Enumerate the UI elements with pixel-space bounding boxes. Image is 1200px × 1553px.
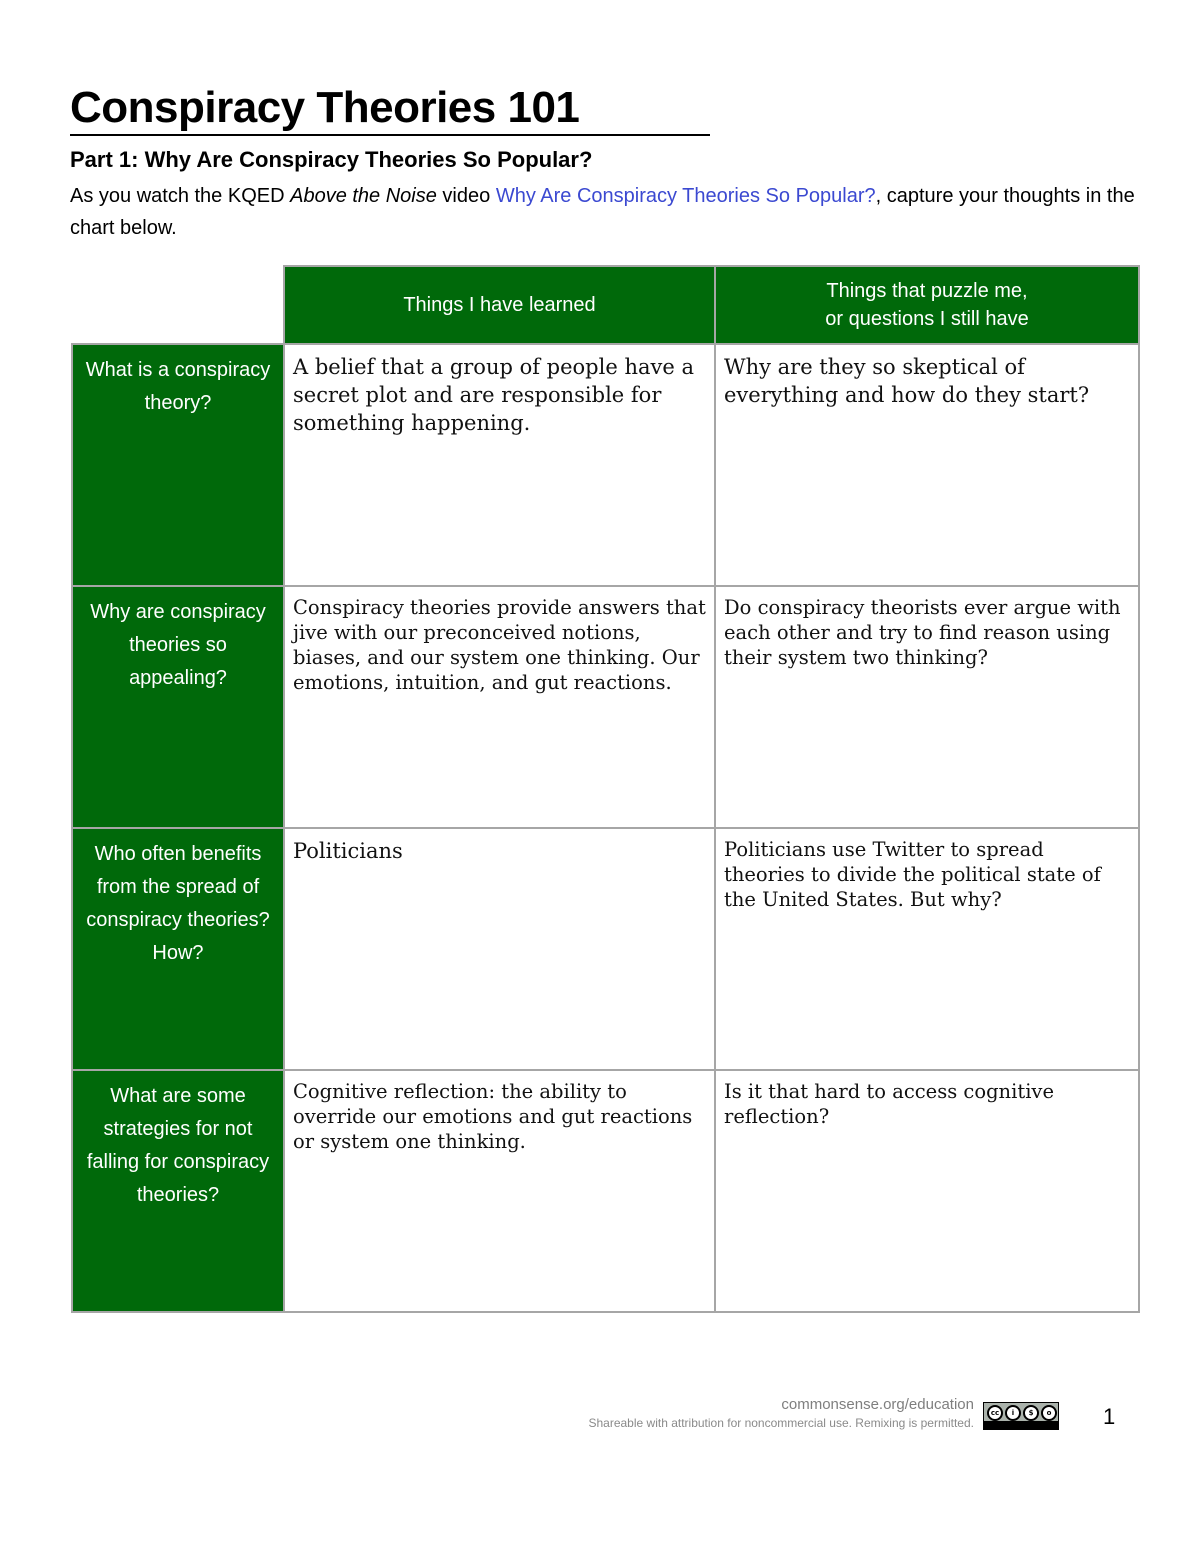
page-number: 1 [1103, 1404, 1116, 1429]
cc-badge-bar [984, 1421, 1058, 1429]
video-link[interactable]: Why Are Conspiracy Theories So Popular? [495, 185, 876, 207]
answer-puzzles-cell[interactable]: Politicians use Twitter to spread theories to divide the political state of the United States. But why? [715, 828, 1139, 1070]
intro-paragraph [70, 180, 1140, 244]
chart-row [72, 828, 1139, 1070]
answer-learned-cell[interactable]: A belief that a group of people have a secret plot and are responsible for something happening. [284, 344, 715, 586]
row-question-what-is: What is a conspiracy theory? [72, 344, 284, 586]
column-header-puzzles-line-1: Things that puzzle me, [826, 280, 1028, 302]
column-header-learned: Things I have learned [284, 266, 715, 344]
answer-learned-cell[interactable]: Politicians [284, 828, 715, 1070]
row-question-strategies: What are some strategies for not falling for conspiracy theories? [72, 1070, 284, 1312]
attribution-icon: i [1005, 1405, 1021, 1421]
intro-tail-text: , capture your thoughts in the chart below. [70, 185, 1135, 239]
intro-lead-text: As you watch the KQED [70, 185, 291, 207]
answer-puzzles-cell[interactable]: Do conspiracy theorists ever argue with each other and try to find reason using their system two thinking? [715, 586, 1139, 828]
intro-middle-text: video [436, 185, 496, 207]
section-subtitle: Part 1: Why Are Conspiracy Theories So Popular? [70, 147, 593, 172]
chart-row [72, 344, 1139, 586]
chart-header-row [72, 266, 1139, 344]
answer-puzzles-cell[interactable]: Why are they so skeptical of everything and how do they start? [715, 344, 1139, 586]
row-question-who-benefits: Who often benefits from the spread of conspiracy theories? How? [72, 828, 284, 1070]
answer-puzzles-cell[interactable]: Is it that hard to access cognitive reflection? [715, 1070, 1139, 1312]
share-alike-icon: o [1041, 1405, 1057, 1421]
footer-license-text: Shareable with attribution for noncommercial use. Remixing is permitted. [588, 1416, 974, 1430]
answer-learned-cell[interactable]: Conspiracy theories provide answers that jive with our preconceived notions, biases, and our system one thinking. Our emotions, intuition, and gut reactions. [284, 586, 715, 828]
answer-learned-cell[interactable]: Cognitive reflection: the ability to override our emotions and gut reactions or system one thinking. [284, 1070, 715, 1312]
cc-icon: cc [987, 1405, 1003, 1421]
column-header-puzzles [715, 266, 1139, 344]
chart-row [72, 1070, 1139, 1312]
row-question-why-appealing: Why are conspiracy theories so appealing? [72, 586, 284, 828]
title-underline [70, 134, 710, 136]
footer-site-link[interactable]: commonsense.org/education [781, 1396, 974, 1413]
show-name-text: Above the Noise [290, 185, 437, 207]
chart-corner-cell [72, 266, 284, 344]
chart-row [72, 586, 1139, 828]
note-chart [71, 265, 1140, 1313]
noncommercial-icon: $ [1023, 1405, 1039, 1421]
creative-commons-by-nc-sa-icon [983, 1402, 1059, 1430]
page-title: Conspiracy Theories 101 [70, 83, 580, 132]
column-header-puzzles-line-2: or questions I still have [825, 308, 1029, 330]
